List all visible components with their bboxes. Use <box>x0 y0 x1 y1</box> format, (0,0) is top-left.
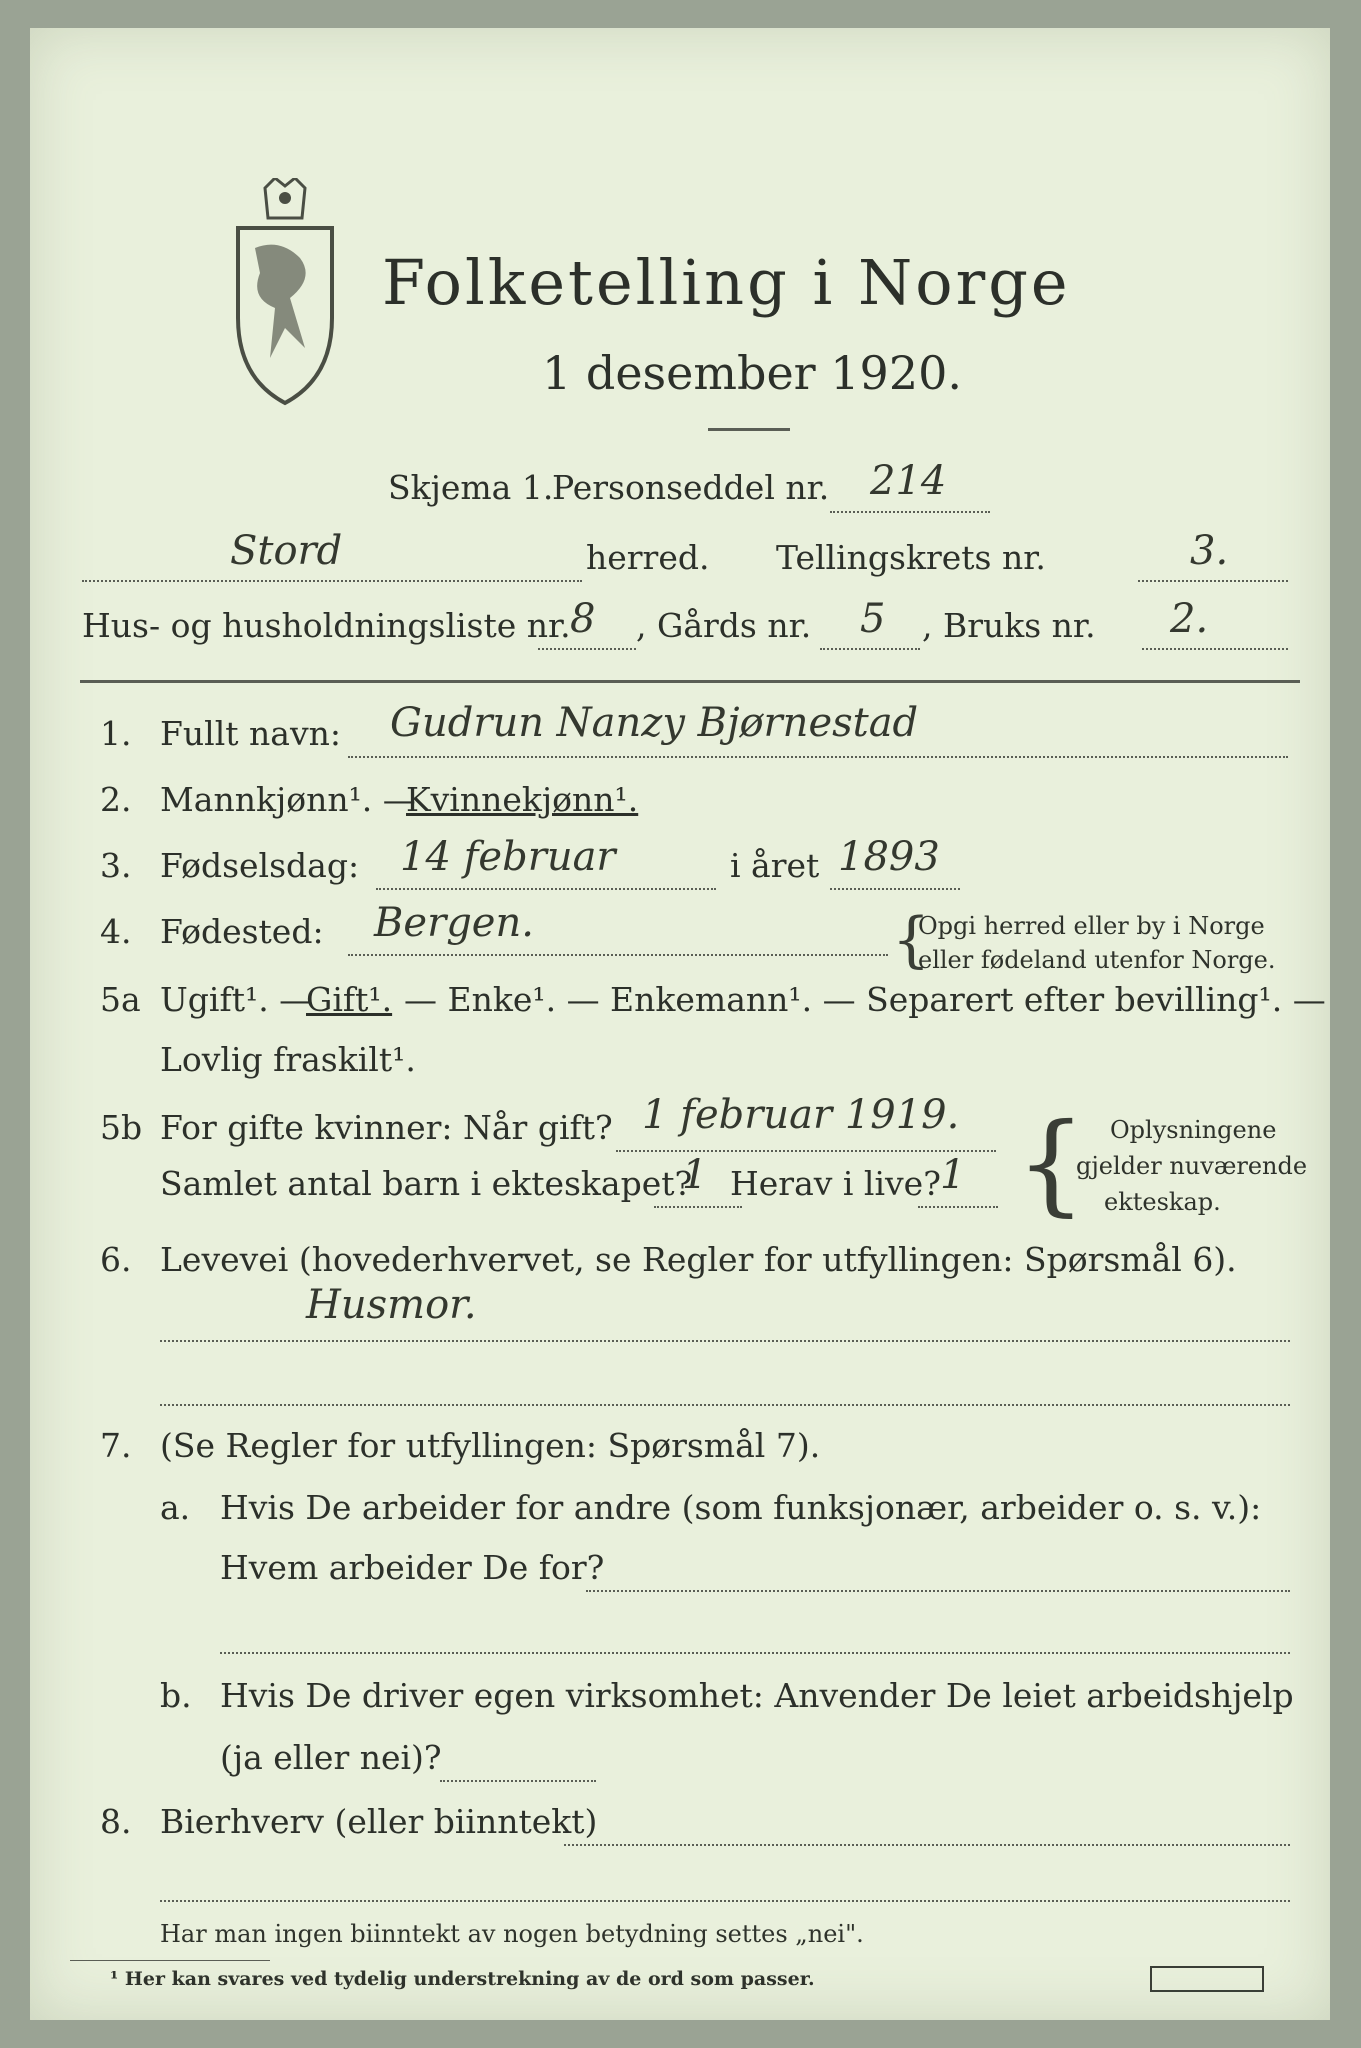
q6-number: 6. <box>100 1240 132 1279</box>
marital-fraskilt-option[interactable]: Lovlig fraskilt¹. <box>160 1040 416 1079</box>
children-alive-value[interactable]: 1 <box>940 1152 966 1198</box>
q8-line2[interactable] <box>160 1900 1290 1902</box>
footer-note: Har man ingen biinntekt av nogen betydning settes „nei". <box>160 1920 864 1948</box>
q5a-number: 5a <box>100 980 141 1019</box>
bruks-value[interactable]: 2. <box>1170 596 1209 642</box>
herred-label: herred. <box>586 538 710 577</box>
birth-year-value[interactable]: 1893 <box>838 834 940 880</box>
q4-brace: { <box>892 905 931 975</box>
marital-ugift-option[interactable]: Ugift¹. — <box>160 980 313 1019</box>
q8-number: 8. <box>100 1802 132 1841</box>
marriage-date-value[interactable]: 1 februar 1919. <box>642 1092 960 1138</box>
q8-line1[interactable] <box>564 1844 1290 1846</box>
q6-label: Levevei (hovederhvervet, se Regler for utfyllingen: Spørsmål 6). <box>160 1240 1237 1279</box>
q7b-label: (ja eller nei)? <box>220 1738 442 1777</box>
title-divider <box>708 428 790 431</box>
q4-label: Fødested: <box>160 912 324 951</box>
q1-label: Fullt navn: <box>160 714 341 753</box>
children-total-value[interactable]: 1 <box>682 1152 708 1198</box>
q7a-letter: a. <box>160 1488 191 1527</box>
header-divider <box>80 680 1300 683</box>
gards-line <box>820 648 920 650</box>
gards-value[interactable]: 5 <box>860 596 886 642</box>
census-form-sheet <box>30 28 1330 2020</box>
personseddel-value[interactable]: 214 <box>870 458 947 504</box>
q7b-question: Hvis De driver egen virksomhet: Anvender De leiet arbeidshjelp <box>220 1676 1294 1715</box>
q7a-extra-line[interactable] <box>220 1652 1290 1654</box>
archive-stamp <box>1150 1966 1264 1992</box>
birth-date-value[interactable]: 14 februar <box>400 834 616 880</box>
form-subtitle: 1 desember 1920. <box>542 346 962 400</box>
q5b-note-line1: Oplysningene <box>1110 1116 1277 1144</box>
footnote: ¹ Her kan svares ved tydelig understrekning av de ord som passer. <box>110 1968 815 1990</box>
husliste-label: Hus- og husholdningsliste nr. <box>82 606 571 645</box>
marital-other-options[interactable]: — Enke¹. — Enkemann¹. — Separert efter bevilling¹. — <box>404 980 1326 1019</box>
q5b-gift-line <box>616 1150 996 1152</box>
gender-male-option[interactable]: Mannkjønn¹. — <box>160 780 416 819</box>
q2-number: 2. <box>100 780 132 819</box>
occupation-value[interactable]: Husmor. <box>306 1282 477 1328</box>
q7b-letter: b. <box>160 1676 192 1715</box>
q3-label: Fødselsdag: <box>160 846 360 885</box>
q8-label: Bierhverv (eller biinntekt) <box>160 1802 598 1841</box>
q5b-note-line3: ekteskap. <box>1104 1188 1221 1216</box>
husliste-line <box>538 648 636 650</box>
herred-line <box>82 580 582 582</box>
coat-of-arms-emblem <box>230 178 340 408</box>
q3-year-label: i året <box>730 846 820 885</box>
q4-note-line1: Opgi herred eller by i Norge <box>918 912 1265 940</box>
q5b-barn-label: Samlet antal barn i ekteskapet? <box>160 1164 693 1203</box>
personseddel-label: Personseddel nr. <box>552 468 830 507</box>
q7b-line[interactable] <box>440 1780 596 1782</box>
q5b-live-label: Herav i live? <box>730 1164 941 1203</box>
q7a-question: Hvis De arbeider for andre (som funksjonær, arbeider o. s. v.): <box>220 1488 1262 1527</box>
gender-female-option[interactable]: Kvinnekjønn¹. <box>406 780 639 819</box>
form-title: Folketelling i Norge <box>382 246 1071 319</box>
q5b-label: For gifte kvinner: Når gift? <box>160 1108 613 1147</box>
q4-line <box>348 954 888 956</box>
q7a-employer-label: Hvem arbeider De for? <box>220 1548 605 1587</box>
q3-year-line <box>830 888 960 890</box>
q5b-barn-line <box>654 1206 742 1208</box>
q3-number: 3. <box>100 846 132 885</box>
tellingskrets-value[interactable]: 3. <box>1190 528 1229 574</box>
q4-number: 4. <box>100 912 132 951</box>
q7a-employer-line[interactable] <box>586 1590 1290 1592</box>
q5b-note-line2: gjelder nuværende <box>1076 1152 1308 1180</box>
q7-label: (Se Regler for utfyllingen: Spørsmål 7). <box>160 1426 821 1465</box>
q7-number: 7. <box>100 1426 132 1465</box>
q3-date-line <box>376 888 716 890</box>
full-name-value[interactable]: Gudrun Nanzy Bjørnestad <box>390 700 919 746</box>
q5b-brace: { <box>1016 1099 1086 1227</box>
bruks-line <box>1142 648 1288 650</box>
q4-note-line2: eller fødeland utenfor Norge. <box>918 946 1276 974</box>
marital-gift-option[interactable]: Gift¹. <box>306 980 393 1019</box>
q1-number: 1. <box>100 714 132 753</box>
q6-line1 <box>160 1340 1290 1342</box>
personseddel-line <box>830 511 990 513</box>
gards-label: , Gårds nr. <box>636 606 812 645</box>
tellingskrets-label: Tellingskrets nr. <box>776 538 1046 577</box>
birthplace-value[interactable]: Bergen. <box>374 900 534 946</box>
bruks-label: , Bruks nr. <box>922 606 1096 645</box>
q5b-number: 5b <box>100 1108 143 1147</box>
q6-line2 <box>160 1404 1290 1406</box>
tellingskrets-line <box>1138 580 1288 582</box>
herred-value[interactable]: Stord <box>230 528 343 574</box>
q1-line <box>348 756 1288 758</box>
skjema-label: Skjema 1. <box>388 468 554 507</box>
husliste-value[interactable]: 8 <box>570 596 596 642</box>
footnote-divider <box>70 1960 270 1961</box>
q5b-live-line <box>918 1206 998 1208</box>
